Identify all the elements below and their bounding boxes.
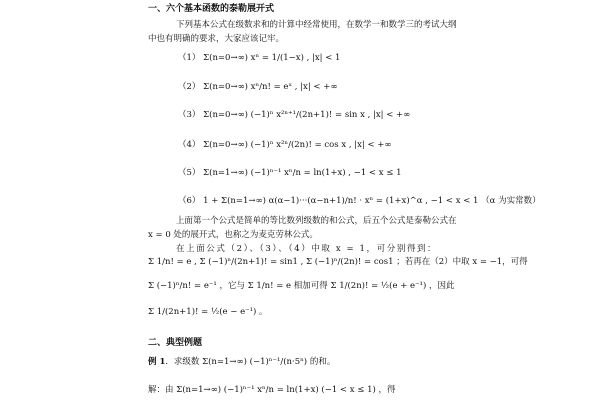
formula-expression: Σ(n=0→∞) (−1)ⁿ x²ⁿ/(2n)! = cos x , |x| < +∞: [203, 140, 392, 150]
formula-expression: 1 + Σ(n=1→∞) α(α−1)···(α−n+1)/n! · xⁿ = (1+x)^α , −1 < x < 1 （α 为实常数）: [203, 196, 541, 206]
formula-label: （4）: [178, 140, 201, 150]
formula-5: [178, 167, 402, 179]
intro-line2: 中也有明确的要求，大家应该记牢。: [148, 34, 285, 44]
para2-line2: x = 0 处的展开式，也称之为麦克劳林公式。: [148, 230, 318, 240]
formula-label: （1）: [178, 53, 201, 63]
derived-line2: Σ (−1)ⁿ/n! = e⁻¹ ，它与 Σ 1/n! = e 相加可得 Σ 1/(2n)! = ½(e + e⁻¹) ，因此: [148, 281, 455, 291]
formula-expression: Σ(n=0→∞) xⁿ/n! = eˣ , |x| < +∞: [203, 82, 338, 92]
example-1: [148, 356, 335, 368]
formula-expression: Σ(n=0→∞) (−1)ⁿ x²ⁿ⁺¹/(2n+1)! = sin x , |x| < +∞: [203, 110, 411, 120]
intro-line1: 下列基本公式在级数求和的计算中经常使用，在数学一和数学三的考试大纲: [176, 20, 457, 30]
formula-expression: Σ(n=0→∞) xⁿ = 1/(1−x) , |x| < 1: [203, 53, 341, 63]
derived-line3: Σ 1/(2n+1)! = ½(e − e⁻¹) 。: [148, 307, 268, 317]
formula-2: [178, 81, 337, 93]
section1-title: 一、六个基本函数的泰勒展开式: [148, 4, 275, 14]
formula-label: （3）: [178, 110, 201, 120]
formula-6: [178, 195, 541, 207]
section2-title: 二、典型例题: [148, 338, 203, 348]
formula-label: （6）: [178, 196, 201, 206]
formula-label: （2）: [178, 82, 201, 92]
formula-expression: Σ(n=1→∞) (−1)ⁿ⁻¹ xⁿ/n = ln(1+x) , −1 < x ≤ 1: [203, 168, 402, 178]
formula-1: [178, 52, 340, 64]
example-label: 例 1: [148, 357, 166, 367]
formula-4: [178, 139, 392, 151]
solution-line: 解：由 Σ(n=1→∞) (−1)ⁿ⁻¹ xⁿ/n = ln(1+x) (−1 < x ≤ 1) ，得: [148, 385, 396, 395]
para2-line1: 上面第一个公式是简单的等比数列级数的和公式，后五个公式是泰勒公式在: [176, 216, 457, 226]
example-question: ．求级数 Σ(n=1→∞) (−1)ⁿ⁻¹/(n·5ⁿ) 的和。: [165, 357, 336, 367]
para3: 在上面公式（2）、（3）、（4）中取 x = 1，可分别得到：: [176, 244, 438, 254]
derived-line1: Σ 1/n! = e , Σ (−1)ⁿ/(2n+1)! = sin1 , Σ (−1)ⁿ/(2n)! = cos1 ；若再在（2）中取 x = −1，可得: [148, 257, 528, 267]
formula-3: [178, 109, 410, 121]
formula-label: （5）: [178, 168, 201, 178]
